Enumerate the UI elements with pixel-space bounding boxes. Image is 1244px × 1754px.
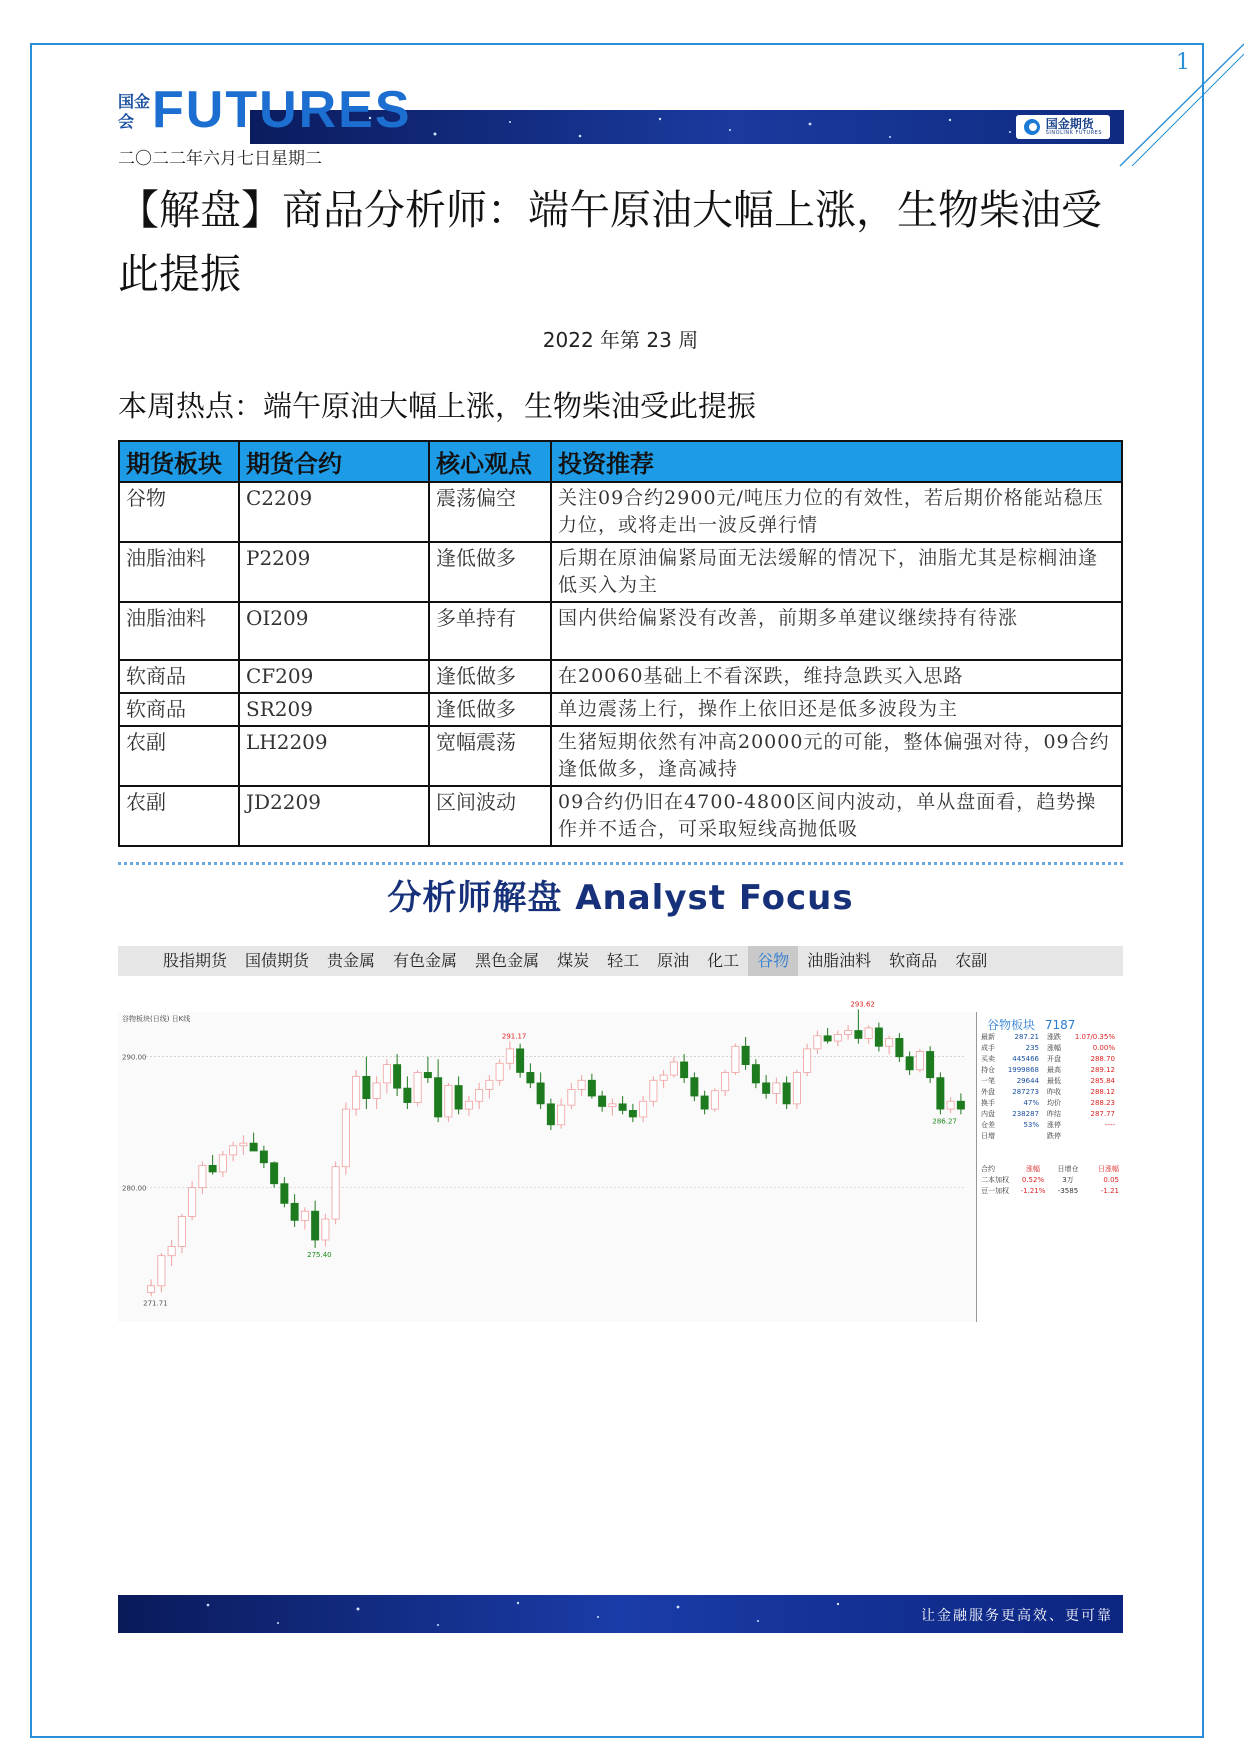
candle-body (947, 1101, 954, 1109)
quote-v2: 289.12 (1090, 1066, 1115, 1074)
candle-body (250, 1143, 257, 1151)
quote-k1: 买卖 (981, 1055, 995, 1063)
quote-v1 (1003, 1131, 1039, 1142)
candle-body (629, 1110, 636, 1117)
table-row (119, 482, 1122, 542)
candle-body (414, 1072, 421, 1102)
table-row (119, 542, 1122, 602)
cell-advice: 09合约仍旧在4700-4800区间内波动，单从盘面看，趋势操作并不适合，可采取短线高抛低吸 (551, 786, 1122, 846)
cell-contract: OI209 (239, 602, 429, 660)
brand-sub: SINOLINK FUTURES (1045, 130, 1102, 136)
quote-footer (981, 1164, 1121, 1197)
cell-sector: 油脂油料 (119, 542, 239, 602)
cell-advice: 在20060基础上不看深跌，维持急跌买入思路 (551, 660, 1122, 693)
futures-logo (118, 81, 412, 139)
candle-body (814, 1036, 821, 1049)
candle-body (404, 1088, 411, 1102)
candle-body (824, 1036, 831, 1041)
quote-v2 (1069, 1131, 1115, 1142)
candle-body (332, 1167, 339, 1219)
tab-stock-index[interactable]: 股指期货 (163, 951, 228, 970)
tab-nonferrous[interactable]: 有色金属 (393, 951, 458, 970)
quote-k2: 开盘 (1047, 1055, 1061, 1063)
quote-k2: 最低 (1047, 1077, 1061, 1085)
candle-body (178, 1216, 185, 1246)
quote-k1: 内盘 (981, 1110, 995, 1118)
candle-body (291, 1203, 298, 1220)
y-tick-label: 290.00 (122, 1053, 147, 1062)
candle-body (957, 1101, 964, 1109)
cell-sector: 油脂油料 (119, 602, 239, 660)
quote-v1: 287273 (1012, 1088, 1039, 1096)
quote-k2: 昨收 (1047, 1088, 1061, 1096)
quote-foot-a: 合约 (981, 1165, 995, 1173)
quote-k1: 最新 (981, 1033, 995, 1041)
candle-body (906, 1057, 913, 1070)
quote-k1: 换手 (981, 1099, 995, 1107)
candle-body (373, 1083, 380, 1099)
quote-v2: 287.77 (1090, 1110, 1115, 1118)
quote-row (981, 1065, 1121, 1076)
quote-v2: ---- (1104, 1121, 1115, 1129)
candle-body (394, 1065, 401, 1089)
candle-body (650, 1080, 657, 1101)
quote-foot-a: 豆一加权 (981, 1187, 1009, 1195)
tab-agri-products[interactable]: 农副 (955, 951, 988, 970)
candle-body (937, 1078, 944, 1109)
candle-body (219, 1155, 226, 1172)
page-title: 【解盘】商品分析师：端午原油大幅上涨，生物柴油受此提振 (118, 186, 1102, 298)
cell-sector: 农副 (119, 726, 239, 786)
table-row (119, 660, 1122, 693)
quote-foot-c: 3万 (1062, 1176, 1074, 1184)
table-row (119, 786, 1122, 846)
quote-k2: 均价 (1047, 1099, 1061, 1107)
quote-row (981, 1109, 1121, 1120)
quote-k2: 最高 (1047, 1066, 1061, 1074)
quote-k1: 持仓 (981, 1066, 995, 1074)
candle-body (763, 1083, 770, 1093)
candle-body (506, 1049, 513, 1063)
cell-view: 震荡偏空 (429, 482, 551, 542)
candle-body (855, 1031, 862, 1039)
candle-body (640, 1101, 647, 1117)
logo-word: FUTURES (152, 81, 412, 139)
candle-body (312, 1211, 319, 1240)
candle-body (342, 1109, 349, 1167)
cell-sector: 谷物 (119, 482, 239, 542)
cell-advice: 关注09合约2900元/吨压力位的有效性，若后期价格能站稳压力位，或将走出一波反弹行情 (551, 482, 1122, 542)
quote-foot-d: 日涨幅 (1098, 1165, 1119, 1173)
quote-v2: 288.12 (1090, 1088, 1115, 1096)
chart-title: 谷物板块(日线) 日K线 (122, 1015, 191, 1023)
table-row (119, 726, 1122, 786)
quote-title (987, 1016, 1075, 1033)
candle-body (670, 1062, 677, 1075)
candle-body (773, 1083, 780, 1093)
cell-view: 宽幅震荡 (429, 726, 551, 786)
tab-treasury[interactable]: 国债期货 (245, 951, 310, 970)
quote-v2: 288.70 (1090, 1055, 1115, 1063)
col-header: 期货板块 (119, 441, 239, 482)
candle-body (445, 1086, 452, 1117)
candle-body (916, 1051, 923, 1069)
tab-chemicals[interactable]: 化工 (707, 951, 740, 970)
quote-k1: 仓差 (981, 1121, 995, 1129)
candle-body (537, 1083, 544, 1104)
candle-body (568, 1089, 575, 1105)
y-tick-label: 280.00 (122, 1184, 147, 1193)
candle-body (834, 1034, 841, 1041)
table-row (119, 602, 1122, 660)
quote-row (981, 1098, 1121, 1109)
quote-foot-b: 涨幅 (1026, 1165, 1040, 1173)
cell-sector: 农副 (119, 786, 239, 846)
candle-body (742, 1046, 749, 1064)
price-annotation: 275.40 (307, 1250, 332, 1259)
candle-body (148, 1286, 155, 1293)
quote-row (981, 1054, 1121, 1065)
candle-body (927, 1051, 934, 1077)
candle-body (886, 1038, 893, 1046)
candle-body (363, 1076, 370, 1098)
candle-body (845, 1031, 852, 1035)
candle-body (496, 1063, 503, 1080)
quote-foot-b: -1.21% (1020, 1187, 1046, 1195)
candle-body (465, 1101, 472, 1109)
tab-ferrous[interactable]: 黑色金属 (475, 951, 540, 970)
candle-body (517, 1049, 524, 1073)
brand-name: 国金期货 (1045, 117, 1094, 131)
candle-body (476, 1089, 483, 1101)
price-annotation: 271.71 (143, 1299, 168, 1308)
candle-body (199, 1165, 206, 1187)
quote-k1: 日增 (981, 1132, 995, 1140)
col-header: 期货合约 (239, 441, 429, 482)
quote-v2: 0.00% (1092, 1044, 1115, 1052)
quote-foot-a: 二本加权 (981, 1176, 1009, 1184)
candle-body (588, 1080, 595, 1096)
candle-body (660, 1075, 667, 1080)
candle-body (865, 1028, 872, 1038)
page-number: 1 (1176, 50, 1190, 75)
quote-foot-row (981, 1175, 1121, 1186)
candle-body (230, 1146, 237, 1155)
price-annotation: 291.17 (501, 1032, 527, 1041)
brand-logo-icon (1024, 119, 1040, 135)
candle-body (383, 1065, 390, 1083)
quote-v1: 47% (1023, 1099, 1039, 1107)
candle-body (681, 1062, 688, 1078)
recommendation-table (118, 440, 1123, 847)
cell-advice: 生猪短期依然有冲高20000元的可能，整体偏强对待，09合约逢低做多，逢高减持 (551, 726, 1122, 786)
candle-body (804, 1049, 811, 1073)
cell-advice: 单边震荡上行，操作上依旧还是低多波段为主 (551, 693, 1122, 726)
quote-v1: 238287 (1012, 1110, 1039, 1118)
cell-contract: JD2209 (239, 786, 429, 846)
report-date: 二〇二二年六月七日星期二 (118, 149, 322, 169)
candle-body (609, 1104, 616, 1107)
candle-body (578, 1080, 585, 1089)
candle-body (752, 1065, 759, 1083)
quote-k2: 昨结 (1047, 1110, 1061, 1118)
candle-body (732, 1046, 739, 1072)
candle-body (435, 1078, 442, 1117)
candle-body (486, 1080, 493, 1089)
cell-view: 逢低做多 (429, 693, 551, 726)
cell-contract: C2209 (239, 482, 429, 542)
quote-foot-b: 0.52% (1021, 1176, 1045, 1184)
cell-contract: LH2209 (239, 726, 429, 786)
candle-body (619, 1104, 626, 1111)
candle-body (558, 1105, 565, 1125)
cell-view: 区间波动 (429, 786, 551, 846)
cell-view: 逢低做多 (429, 542, 551, 602)
kline-plot (118, 1000, 976, 1322)
cell-advice: 国内供给偏紧没有改善，前期多单建议继续持有待涨 (551, 602, 1122, 660)
quote-rows (981, 1032, 1121, 1142)
quote-name: 谷物板块 (987, 1018, 1036, 1032)
table-row (119, 693, 1122, 726)
quote-foot-d: -1.21 (1100, 1187, 1119, 1195)
quote-v2: 288.23 (1090, 1099, 1115, 1107)
week-label: 2022 年第 23 周 (542, 328, 699, 352)
tab-coal[interactable]: 煤炭 (557, 951, 590, 970)
candle-body (547, 1104, 554, 1125)
quote-v2: 1.07/0.35% (1074, 1033, 1115, 1041)
quote-panel (976, 1012, 1124, 1322)
price-annotation: 286.27 (932, 1117, 957, 1126)
quote-foot-c: 日增仓 (1057, 1165, 1079, 1173)
quote-foot-row (981, 1186, 1121, 1197)
tab-precious-metals[interactable]: 贵金属 (327, 951, 376, 970)
quote-v1: 29644 (1016, 1077, 1039, 1085)
candle-body (783, 1083, 790, 1104)
candle-body (711, 1091, 718, 1109)
tab-grains[interactable]: 谷物 (748, 946, 798, 976)
cell-contract: SR209 (239, 693, 429, 726)
quote-k2: 涨幅 (1047, 1044, 1061, 1052)
candle-body (322, 1219, 329, 1240)
candle-body (875, 1028, 882, 1046)
brand-badge (1016, 115, 1110, 139)
cell-view: 逢低做多 (429, 660, 551, 693)
cell-sector: 软商品 (119, 693, 239, 726)
quote-foot-c: -3585 (1057, 1187, 1079, 1195)
hotspot-heading: 本周热点：端午原油大幅上涨，生物柴油受此提振 (118, 389, 757, 423)
cell-contract: P2209 (239, 542, 429, 602)
candle-body (691, 1078, 698, 1096)
quote-k2: 涨停 (1047, 1121, 1061, 1129)
footer-slogan: 让金融服务更高效、更可靠 (921, 1608, 1113, 1624)
quote-row (981, 1120, 1121, 1131)
analyst-focus-banner (0, 870, 1241, 919)
quote-k2: 跌停 (1047, 1132, 1061, 1140)
sector-tabs (118, 946, 1123, 976)
kline-chart (118, 1000, 1123, 1322)
quote-code: 7187 (1044, 1018, 1076, 1032)
footer-band (118, 1595, 1123, 1633)
logo-cn: 国金会 (118, 92, 151, 131)
quote-k1: 成手 (981, 1044, 995, 1052)
candle-body (353, 1076, 360, 1109)
tab-oils-oilseeds[interactable]: 油脂油料 (807, 951, 872, 970)
candle-body (722, 1072, 729, 1090)
quote-row (981, 1087, 1121, 1098)
candle-body (240, 1143, 247, 1146)
analyst-heading: 分析师解盘 Analyst Focus (387, 878, 854, 918)
col-header: 核心观点 (429, 441, 551, 482)
quote-v1: 287.21 (1014, 1033, 1039, 1041)
quote-v1: 445466 (1012, 1055, 1039, 1063)
candle-body (424, 1072, 431, 1077)
quote-row (981, 1032, 1121, 1043)
candle-body (168, 1247, 175, 1256)
section-divider (118, 862, 1123, 865)
candle-body (281, 1184, 288, 1204)
candle-body (455, 1086, 462, 1110)
price-annotation: 293.62 (850, 1000, 875, 1009)
tab-softs[interactable]: 软商品 (889, 951, 938, 970)
quote-k1: 外盘 (981, 1088, 995, 1096)
candle-body (209, 1165, 216, 1172)
cell-sector: 软商品 (119, 660, 239, 693)
tab-light-industry[interactable]: 轻工 (607, 951, 640, 970)
candle-body (158, 1256, 165, 1286)
cell-view: 多单持有 (429, 602, 551, 660)
quote-v1: 53% (1023, 1121, 1039, 1129)
cell-advice: 后期在原油偏紧局面无法缓解的情况下，油脂尤其是棕榈油逢低买入为主 (551, 542, 1122, 602)
candle-body (793, 1072, 800, 1103)
quote-v2: 285.84 (1090, 1077, 1115, 1085)
quote-v1: 235 (1025, 1044, 1039, 1052)
quote-k2: 涨跌 (1047, 1033, 1061, 1041)
cell-contract: CF209 (239, 660, 429, 693)
candle-body (271, 1163, 278, 1184)
candle-body (260, 1151, 267, 1163)
quote-foot-d: 0.05 (1103, 1176, 1119, 1184)
corner-decoration (1120, 40, 1244, 170)
candle-body (301, 1211, 308, 1220)
candle-body (189, 1188, 196, 1217)
quote-foot-row (981, 1164, 1121, 1175)
col-header: 投资推荐 (551, 441, 1122, 482)
quote-row (981, 1076, 1121, 1087)
candle-body (527, 1072, 534, 1082)
tab-crude-oil[interactable]: 原油 (657, 951, 690, 970)
candle-body (896, 1038, 903, 1056)
candle-body (599, 1096, 606, 1106)
quote-row (981, 1043, 1121, 1054)
candle-body (701, 1096, 708, 1109)
quote-v1: 1999868 (1007, 1066, 1039, 1074)
quote-k1: 一笔 (981, 1077, 995, 1085)
quote-row (981, 1131, 1121, 1142)
